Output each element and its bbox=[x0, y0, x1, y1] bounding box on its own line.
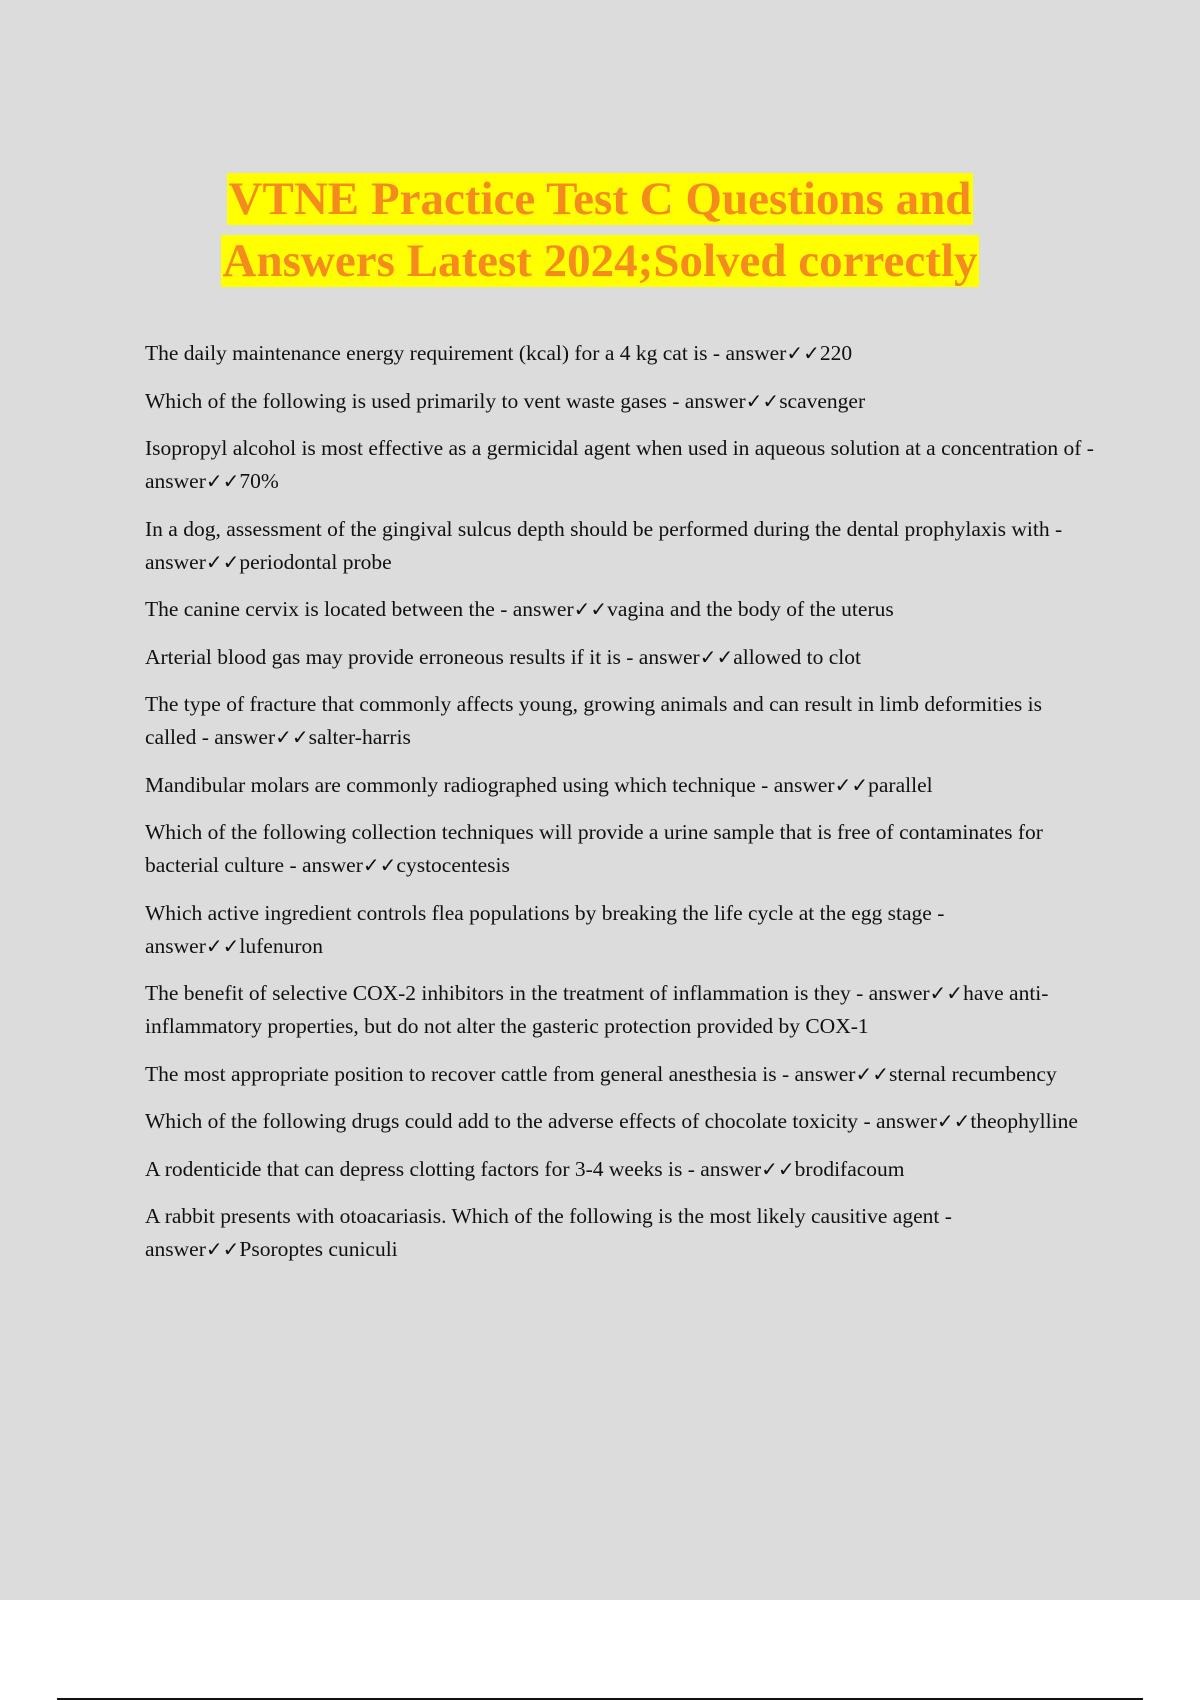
double-check-icon: ✓✓ bbox=[573, 597, 608, 621]
question-text: A rabbit presents with otoacariasis. Which of the following is the most likely causitive agent bbox=[145, 1204, 940, 1228]
question-text: The canine cervix is located between the bbox=[145, 597, 495, 621]
answer-text: periodontal probe bbox=[239, 549, 392, 574]
title-block bbox=[0, 168, 1200, 292]
question-text: Which active ingredient controls flea populations by breaking the life cycle at the egg stage bbox=[145, 900, 932, 925]
double-check-icon: ✓✓ bbox=[834, 772, 869, 797]
document-title bbox=[0, 168, 1200, 292]
qa-item bbox=[145, 1105, 1095, 1138]
question-text: In a dog, assessment of the gingival sulcus depth should be performed during the dental prophylaxis with bbox=[145, 516, 1050, 541]
qa-item bbox=[145, 641, 1095, 674]
qa-item bbox=[145, 1058, 1095, 1091]
double-check-icon: ✓✓ bbox=[761, 1156, 795, 1181]
answer-separator: - answer bbox=[858, 1109, 937, 1133]
answer-text: have anti-inflammatory properties, but do not alter the gasteric protection provided by COX-1 bbox=[145, 981, 1049, 1038]
qa-item bbox=[145, 1153, 1095, 1186]
answer-text: vagina and the body of the uterus bbox=[607, 597, 894, 621]
answer-text: sternal recumbency bbox=[888, 1061, 1057, 1086]
question-text: The most appropriate position to recover cattle from general anesthesia is bbox=[145, 1061, 777, 1086]
double-check-icon: ✓✓ bbox=[699, 644, 734, 669]
answer-text: cystocentesis bbox=[396, 853, 510, 877]
answer-separator: - answer bbox=[145, 900, 945, 958]
answer-separator: - answer bbox=[494, 597, 574, 621]
answer-separator: - answer bbox=[707, 341, 787, 365]
question-text: Mandibular molars are commonly radiographed using which technique bbox=[145, 772, 756, 797]
qa-item bbox=[145, 337, 1095, 370]
question-text: Which of the following collection techniques will provide a urine sample that is free of contaminates for bacterial culture bbox=[145, 820, 1043, 877]
title-line-2: Answers Latest 2024;Solved correctly bbox=[222, 235, 978, 287]
question-text: Which of the following drugs could add to the adverse effects of chocolate toxicity bbox=[145, 1109, 859, 1133]
answer-separator: - answer bbox=[620, 644, 700, 669]
answer-separator: - answer bbox=[145, 436, 1094, 493]
question-text: Arterial blood gas may provide erroneous results if it is bbox=[145, 644, 621, 669]
question-text: The daily maintenance energy requirement (kcal) for a 4 kg cat is bbox=[145, 341, 708, 365]
answer-separator: - answer bbox=[145, 1204, 952, 1261]
qa-item bbox=[145, 897, 1095, 963]
double-check-icon: ✓✓ bbox=[745, 388, 780, 413]
double-check-icon: ✓✓ bbox=[929, 981, 964, 1005]
double-check-icon: ✓✓ bbox=[855, 1061, 889, 1086]
double-check-icon: ✓✓ bbox=[786, 341, 820, 365]
double-check-icon: ✓✓ bbox=[205, 1237, 240, 1261]
question-text: Which of the following is used primarily to vent waste gases bbox=[145, 388, 667, 413]
answer-text: salter-harris bbox=[308, 725, 411, 749]
qa-list bbox=[145, 337, 1095, 1281]
qa-item bbox=[145, 769, 1095, 802]
answer-separator: - answer bbox=[755, 772, 835, 797]
answer-text: 220 bbox=[819, 341, 853, 365]
qa-item bbox=[145, 1200, 1095, 1266]
qa-item bbox=[145, 977, 1095, 1043]
double-check-icon: ✓✓ bbox=[205, 549, 240, 574]
answer-separator: - answer bbox=[776, 1061, 856, 1086]
answer-separator: - answer bbox=[284, 853, 363, 877]
answer-text: Psoroptes cuniculi bbox=[239, 1237, 398, 1261]
answer-separator: - answer bbox=[196, 725, 276, 749]
answer-separator: - answer bbox=[145, 516, 1063, 574]
answer-text: theophylline bbox=[970, 1109, 1078, 1133]
answer-text: brodifacoum bbox=[794, 1156, 905, 1181]
qa-item bbox=[145, 432, 1095, 498]
double-check-icon: ✓✓ bbox=[275, 725, 309, 749]
answer-text: lufenuron bbox=[239, 933, 323, 958]
title-line-1: VTNE Practice Test C Questions and bbox=[228, 173, 972, 225]
question-text: The type of fracture that commonly affects young, growing animals and can result in limb deformities is called bbox=[145, 692, 1042, 749]
qa-item bbox=[145, 385, 1095, 418]
question-text: Isopropyl alcohol is most effective as a germicidal agent when used in aqueous solution at a concentration of bbox=[145, 436, 1082, 460]
answer-text: 70% bbox=[239, 469, 279, 493]
qa-item bbox=[145, 688, 1095, 754]
question-text: The benefit of selective COX-2 inhibitors in the treatment of inflammation is they bbox=[145, 981, 851, 1005]
double-check-icon: ✓✓ bbox=[362, 853, 397, 877]
qa-item bbox=[145, 593, 1095, 626]
answer-text: scavenger bbox=[779, 388, 866, 413]
answer-text: parallel bbox=[868, 772, 933, 797]
double-check-icon: ✓✓ bbox=[205, 469, 240, 493]
qa-item bbox=[145, 816, 1095, 882]
answer-separator: - answer bbox=[666, 388, 746, 413]
question-text: A rodenticide that can depress clotting factors for 3-4 weeks is bbox=[145, 1156, 683, 1181]
answer-text: allowed to clot bbox=[733, 644, 861, 669]
answer-separator: - answer bbox=[682, 1156, 762, 1181]
answer-separator: - answer bbox=[850, 981, 930, 1005]
double-check-icon: ✓✓ bbox=[205, 933, 240, 958]
double-check-icon: ✓✓ bbox=[936, 1109, 971, 1133]
qa-item bbox=[145, 513, 1095, 579]
